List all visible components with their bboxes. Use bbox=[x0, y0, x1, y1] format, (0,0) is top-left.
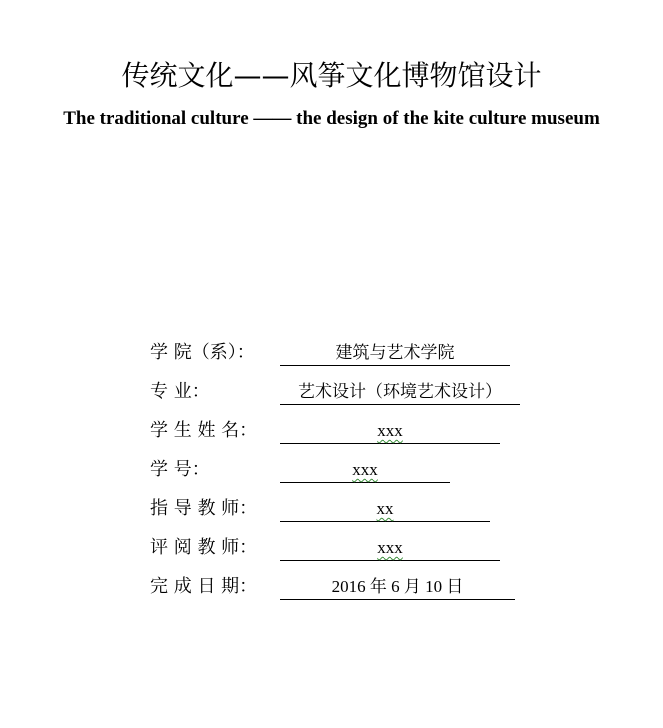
info-row-reviewer bbox=[150, 534, 550, 562]
completion-date-value: 2016 年 6 月 10 日 bbox=[280, 573, 515, 600]
reviewer-value bbox=[280, 534, 500, 561]
chinese-title: 传统文化——风筝文化博物馆设计 bbox=[121, 59, 542, 92]
advisor-text: xx bbox=[376, 499, 394, 518]
info-row-college bbox=[150, 339, 550, 367]
info-row-advisor bbox=[150, 495, 550, 523]
college-label: 学 院（系）： bbox=[150, 342, 255, 363]
student-id-value bbox=[280, 456, 450, 483]
reviewer-text: xxx bbox=[377, 538, 403, 557]
info-row-completion-date bbox=[150, 573, 550, 601]
english-title: The traditional culture —— the design of the kite culture museum bbox=[63, 108, 600, 129]
student-id-text: xxx bbox=[352, 460, 378, 479]
student-name-text: xxx bbox=[377, 421, 403, 440]
info-row-major bbox=[150, 378, 550, 406]
advisor-label: 指 导 教 师： bbox=[150, 498, 258, 519]
student-name-label: 学 生 姓 名： bbox=[150, 420, 258, 441]
info-row-student-id bbox=[150, 456, 550, 484]
advisor-value bbox=[280, 495, 490, 522]
major-value: 艺术设计（环境艺术设计） bbox=[280, 378, 520, 405]
student-id-label: 学 号： bbox=[150, 459, 210, 480]
student-name-value bbox=[280, 417, 500, 444]
major-label: 专 业： bbox=[150, 381, 210, 402]
info-row-student-name bbox=[150, 417, 550, 445]
reviewer-label: 评 阅 教 师： bbox=[150, 537, 258, 558]
college-value: 建筑与艺术学院 bbox=[280, 339, 510, 366]
completion-date-label: 完 成 日 期： bbox=[150, 576, 258, 597]
